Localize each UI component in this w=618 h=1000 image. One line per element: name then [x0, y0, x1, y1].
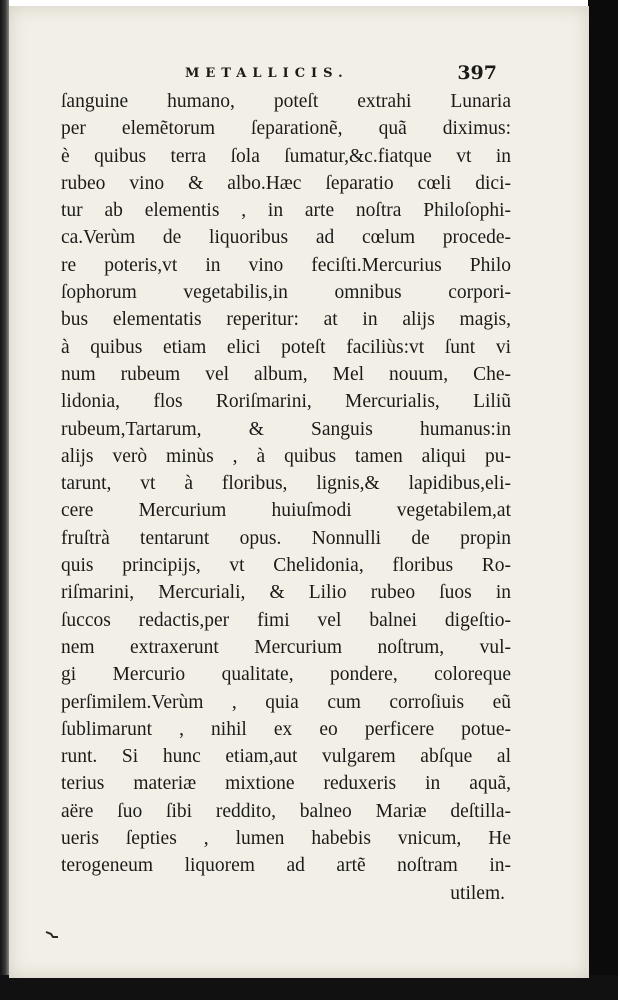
text-line: quis principijs, vt Chelidonia, floribus Ro-: [61, 555, 511, 577]
text-line: fruſtrà tentarunt opus. Nonnulli de propin: [61, 527, 511, 549]
text-line: è quibus terra ſola ſumatur,&c.fiatque vt in: [61, 145, 511, 167]
text-line: nem extraxerunt Mercurium noſtrum, vul-: [61, 636, 511, 658]
text-line: alijs verò minùs , à quibus tamen aliqui pu-: [61, 445, 511, 467]
page-header: [67, 62, 499, 88]
text-line: per elemẽtorum ſeparationẽ, quã diximus:: [61, 118, 511, 140]
text-line: ſuccos redactis,per fimi vel balnei digeſtio-: [61, 609, 511, 631]
text-line: tarunt, vt à floribus, lignis,& lapidibus,eli-: [61, 473, 511, 495]
text-line: riſmarini, Mercuriali, & Lilio rubeo ſuos in: [61, 582, 511, 604]
text-line: terius materiæ mixtione reduxeris in aquã,: [61, 773, 511, 795]
book-edge-bottom: [0, 975, 618, 1000]
text-line: lidonia, flos Roriſmarini, Mercurialis, Liliũ: [61, 391, 511, 413]
book-page: [9, 6, 589, 978]
text-line: perſimilem.Verùm , quia cum corroſiuis eũ: [61, 691, 511, 713]
text-line: bus elementatis reperitur: at in alijs magis,: [61, 309, 511, 331]
text-line: rubeo vino & albo.Hæc ſeparatio cœli dici-: [61, 172, 511, 194]
text-line: rubeum,Tartarum, & Sanguis humanus:in: [61, 418, 511, 440]
text-line: ſophorum vegetabilis,in omnibus corpori-: [61, 282, 511, 304]
text-line: re poteris,vt in vino feciſti.Mercurius Philo: [61, 254, 511, 276]
text-line: à quibus etiam elici poteſt faciliùs:vt ſunt vi: [61, 336, 511, 358]
text-line: ueris ſepties , lumen habebis vnicum, He: [61, 828, 511, 850]
text-line: terogeneum liquorem ad artẽ noſtram in-: [61, 855, 511, 877]
book-edge-left: [0, 0, 9, 1000]
running-head: METALLICIS.: [185, 66, 349, 81]
book-edge-right: [588, 0, 618, 1000]
ink-speck: [45, 931, 59, 938]
text-line: ſanguine humano, poteſt extrahi Lunaria: [61, 91, 511, 112]
text-line-last: utilem.: [450, 882, 505, 904]
text-line: gi Mercurio qualitate, pondere, coloreque: [61, 664, 511, 686]
text-line: num rubeum vel album, Mel nouum, Che-: [61, 363, 511, 385]
page-number: 397: [457, 62, 497, 84]
text-line: tur ab elementis , in arte noſtra Philoſophi-: [61, 200, 511, 222]
text-line: runt. Si hunc etiam,aut vulgarem abſque al: [61, 746, 511, 768]
text-line: ca.Verùm de liquoribus ad cœlum procede-: [61, 227, 511, 249]
text-line: aëre ſuo ſibi reddito, balneo Mariæ deſtilla-: [61, 800, 511, 822]
text-line: cere Mercurium huiuſmodi vegetabilem,at: [61, 500, 511, 522]
text-line: ſublimarunt , nihil ex eo perficere potue-: [61, 718, 511, 740]
body-text: [61, 88, 511, 907]
